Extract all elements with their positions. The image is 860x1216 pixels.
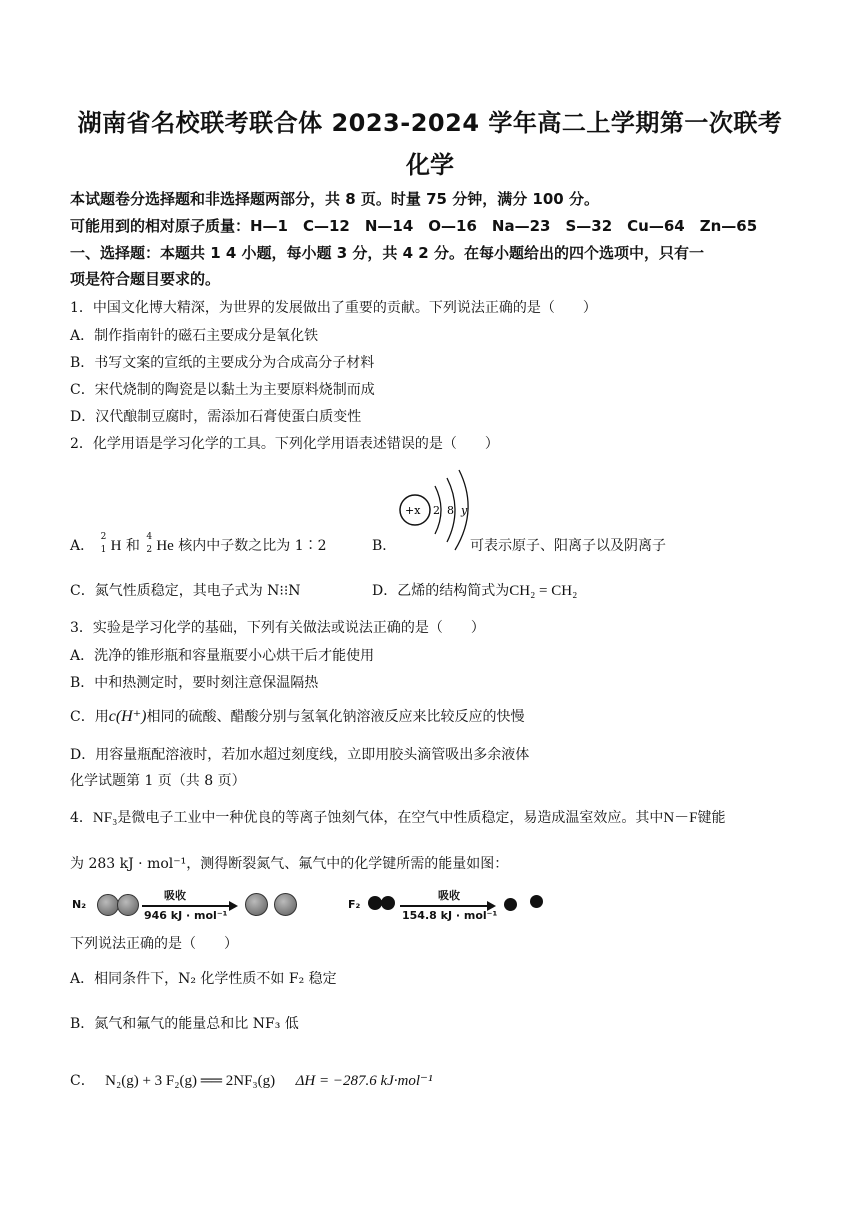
question-1-option-a: A．制作指南针的磁石主要成分是氧化铁 [70,328,319,344]
section-header-line-1: 一、选择题：本题共 1 4 小题，每小题 3 分，共 4 2 分。在每小题给出的四个选项中，只有一 [70,244,704,262]
question-1-option-c: C．宋代烧制的陶瓷是以黏土为主要原料烧制而成 [70,382,375,398]
question-4-stem-line-1: 4．NF₃是微电子工业中一种优良的等离子蚀刻气体，在空气中性质稳定，易造成温室效应。其中N－F键能 [70,810,726,826]
question-1-stem: 1．中国文化博大精深，为世界的发展做出了重要的贡献。下列说法正确的是（ ） [70,300,597,316]
n2-atom-right [117,894,139,916]
atomic-structure-diagram [395,466,475,556]
f2-atom-left [368,896,382,910]
subject-title: 化学 [406,151,454,179]
f2-arrow-label-bottom: 154.8 kJ · mol⁻¹ [402,909,498,922]
svg-text:8: 8 [447,504,454,517]
intro-line-2: 可能用到的相对原子质量：H—1 C—12 N—14 O—16 Na—23 S—32 Cu—64 Zn—65 [70,217,758,235]
n2-arrow-label-top: 吸收 [164,889,186,902]
section-header-line-2: 项是符合题目要求的。 [70,270,221,288]
question-2-option-c: C．氮气性质稳定，其电子式为 N⁝⁝N [70,583,301,599]
intro-line-1: 本试题卷分选择题和非选择题两部分，共 8 页。时量 75 分钟，满分 100 分。 [70,190,599,208]
n2-atom-left [97,894,119,916]
f2-label: F₂ [348,898,361,911]
question-4-stem-line-2: 为 283 kJ · mol⁻¹，测得断裂氮气、氟气中的化学键所需的能量如图： [70,856,509,872]
question-2-option-d: D．乙烯的结构简式为CH₂ = CH₂ [372,583,578,599]
n2-label: N₂ [72,898,87,911]
svg-text:y: y [461,504,468,517]
question-2-option-b-prefix: B． [372,538,397,554]
question-2-stem: 2．化学用语是学习化学的工具。下列化学用语表述错误的是（ ） [70,436,499,452]
f-atom-2 [530,895,543,908]
n2-arrowhead [229,901,238,911]
page-footer: 化学试题第 1 页（共 8 页） [70,773,246,789]
n-atom-2 [274,893,297,916]
question-3-option-a: A．洗净的锥形瓶和容量瓶要小心烘干后才能使用 [70,648,375,664]
question-2-option-b-text: 可表示原子、阳离子以及阴离子 [470,538,666,554]
svg-text:2: 2 [433,504,440,517]
n-atom-1 [245,893,268,916]
question-4-option-b: B．氮气和氟气的能量总和比 NF₃ 低 [70,1016,299,1032]
f2-arrow [400,905,488,907]
question-1-option-b: B．书写文案的宣纸的主要成分为合成高分子材料 [70,355,375,371]
question-4-option-c: C． N₂(g) + 3 F₂(g) ══ 2NF₃(g) ΔH = −287.6 kJ·mol⁻¹ [70,1073,433,1089]
question-2-option-a: A． 2 1 H 和 4 2 He 核内中子数之比为 1∶2 [70,532,327,555]
question-3-stem: 3．实验是学习化学的基础，下列有关做法或说法正确的是（ ） [70,620,485,636]
n2-arrow-label-bottom: 946 kJ · mol⁻¹ [144,909,228,922]
svg-text:+x: +x [405,504,421,517]
f2-atom-right [381,896,395,910]
question-4-ask: 下列说法正确的是（ ） [70,936,238,952]
question-4-option-a: A．相同条件下，N₂ 化学性质不如 F₂ 稳定 [70,971,337,987]
question-1-option-d: D．汉代酿制豆腐时，需添加石膏使蛋白质变性 [70,409,362,425]
question-3-option-b: B．中和热测定时，要时刻注意保温隔热 [70,675,319,691]
f2-arrow-label-top: 吸收 [438,889,460,902]
exam-title: 湖南省名校联考联合体 2023-2024 学年高二上学期第一次联考 [77,109,783,137]
n2-arrow [142,905,230,907]
f-atom-1 [504,898,517,911]
question-3-option-d: D．用容量瓶配溶液时，若加水超过刻度线，立即用胶头滴管吸出多余液体 [70,747,530,763]
question-3-option-c: C．用c(H⁺)相同的硫酸、醋酸分别与氢氧化钠溶液反应来比较反应的快慢 [70,708,525,725]
